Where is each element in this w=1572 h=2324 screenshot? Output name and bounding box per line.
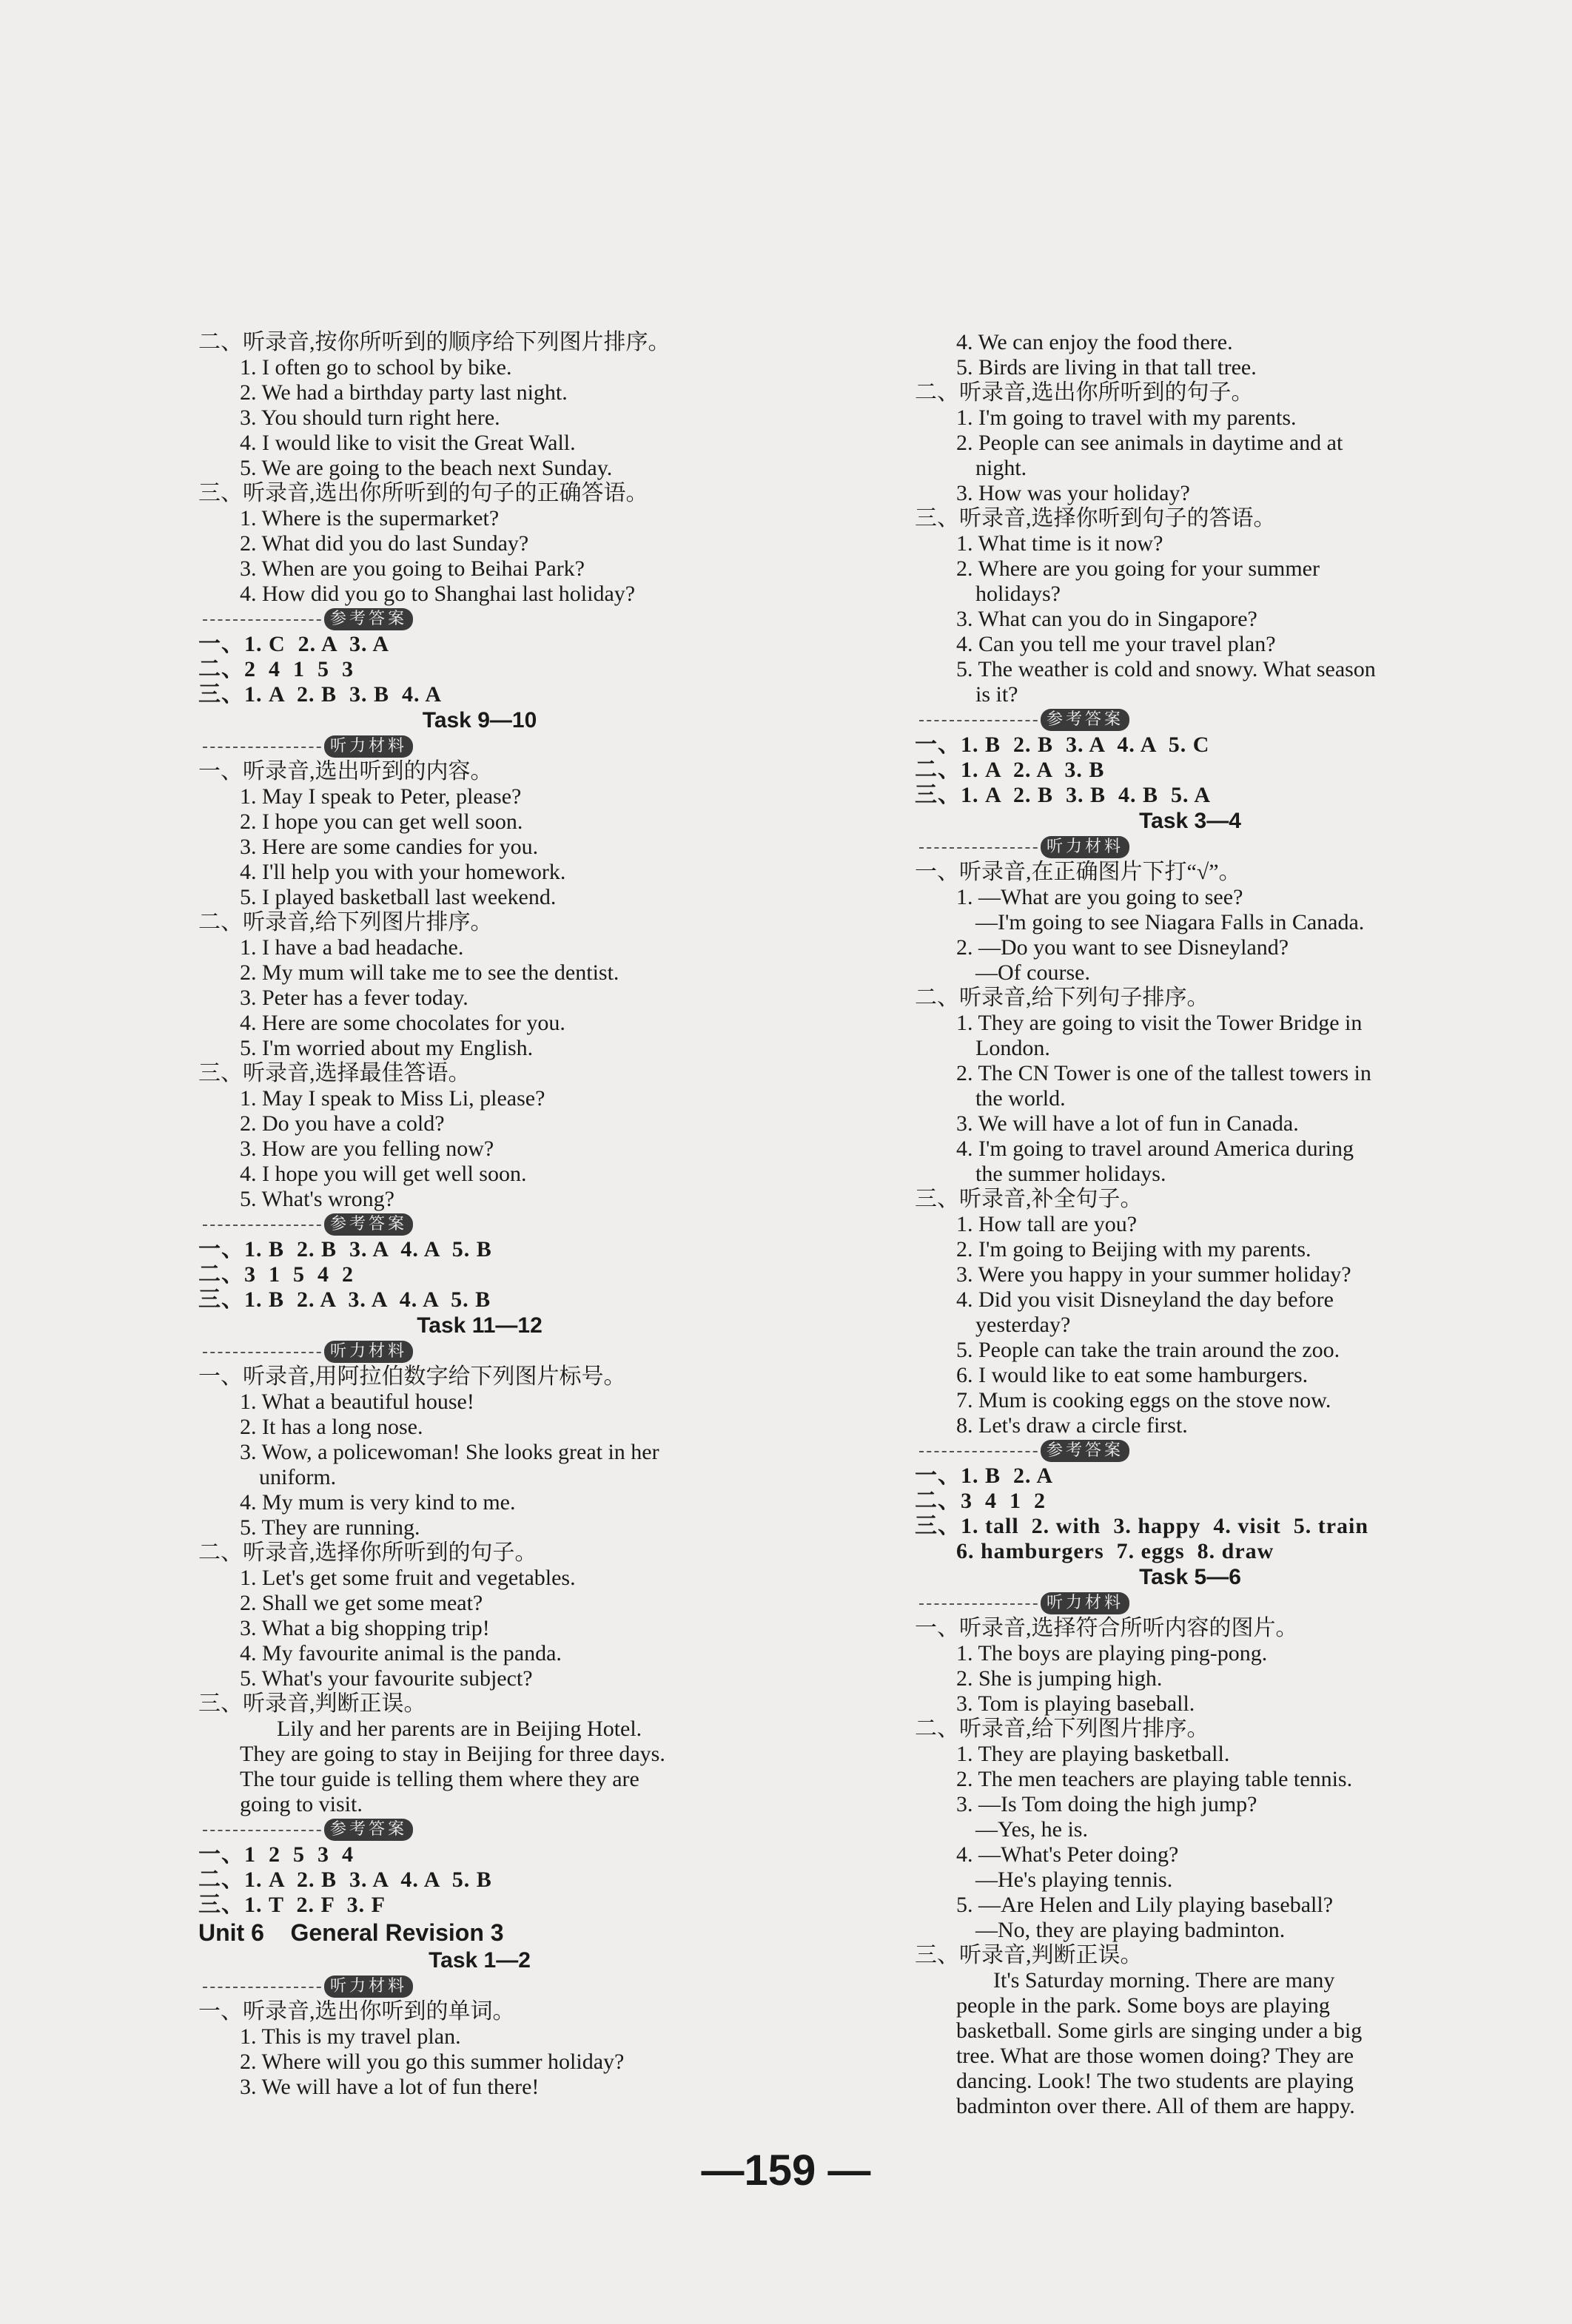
list-item: 2. The men teachers are playing table tennis. [956, 1767, 1353, 1791]
list-item-continuation: the summer holidays. [975, 1162, 1166, 1186]
answer-line: 三、1. B 2. A 3. A 4. A 5. B [198, 1287, 491, 1312]
listening-material-tag: 听力材料 [324, 735, 413, 758]
section-title: 三、听录音,选出你所听到的句子的正确答语。 [198, 481, 648, 505]
list-item: 1. May I speak to Peter, please? [240, 784, 522, 809]
list-item: 2. I hope you can get well soon. [240, 809, 523, 834]
list-item: 3. We will have a lot of fun in Canada. [956, 1111, 1299, 1136]
list-item: 3. Wow, a policewoman! She looks great in her [240, 1440, 659, 1464]
list-item: 5. What's your favourite subject? [240, 1666, 533, 1691]
list-item: 2. Where will you go this summer holiday? [240, 2050, 625, 2074]
list-item: 8. Let's draw a circle first. [956, 1413, 1188, 1438]
answer-line: 三、1. T 2. F 3. F [198, 1893, 386, 1917]
passage-line: They are going to stay in Beijing for three days. [240, 1742, 665, 1766]
list-item: 3. What a big shopping trip! [240, 1616, 490, 1640]
list-item: 4. How did you go to Shanghai last holiday? [240, 582, 636, 606]
list-item: 5. —Are Helen and Lily playing baseball? [956, 1893, 1334, 1917]
list-item: 4. I'm going to travel around America during [956, 1136, 1354, 1161]
dialogue-reply: —No, they are playing badminton. [975, 1918, 1286, 1942]
list-item: 1. What time is it now? [956, 531, 1163, 556]
listening-material-banner [915, 835, 1465, 860]
list-item: 3. Were you happy in your summer holiday? [956, 1262, 1351, 1287]
answer-key-tag: 参考答案 [324, 1213, 413, 1236]
list-item: 1. I have a bad headache. [240, 935, 464, 960]
task-heading: Task 3—4 [1139, 809, 1241, 833]
section-title: 二、听录音,给下列图片排序。 [915, 1717, 1209, 1741]
task-heading: Task 1—2 [429, 1948, 531, 1973]
list-item: 5. Birds are living in that tall tree. [956, 355, 1257, 380]
list-item: 2. People can see animals in daytime and at [956, 431, 1343, 455]
list-item: 5. We are going to the beach next Sunday. [240, 456, 613, 480]
list-item: 4. Can you tell me your travel plan? [956, 632, 1276, 656]
answer-key-tag: 参考答案 [1041, 709, 1129, 731]
list-item: 1. —What are you going to see? [956, 885, 1243, 909]
unit-heading: Unit 6 General Revision 3 [198, 1919, 504, 1946]
list-item: 2. It has a long nose. [240, 1415, 423, 1439]
list-item: 5. They are running. [240, 1515, 420, 1540]
section-title: 二、听录音,选出你所听到的句子。 [915, 380, 1254, 405]
list-item-continuation: yesterday? [975, 1313, 1071, 1337]
dialogue-reply: —Yes, he is. [975, 1817, 1088, 1842]
list-item: 5. The weather is cold and snowy. What season [956, 657, 1376, 681]
section-title: 三、听录音,判断正误。 [198, 1691, 426, 1716]
passage-line: people in the park. Some boys are playing [956, 1993, 1330, 2018]
section-title: 一、听录音,选出你听到的单词。 [198, 1999, 515, 2024]
list-item: 4. We can enjoy the food there. [956, 330, 1233, 354]
list-item: 5. What's wrong? [240, 1187, 394, 1211]
task-heading: Task 5—6 [1139, 1565, 1241, 1589]
answer-key-banner [915, 707, 1465, 732]
listening-material-tag: 听力材料 [1041, 836, 1129, 858]
section-title: 二、听录音,给下列图片排序。 [198, 910, 493, 934]
list-item: 1. They are going to visit the Tower Bridge in [956, 1011, 1363, 1035]
list-item: 3. —Is Tom doing the high jump? [956, 1792, 1257, 1816]
list-item: 1. What a beautiful house! [240, 1390, 474, 1414]
list-item: 2. Do you have a cold? [240, 1111, 445, 1136]
left-column [198, 330, 761, 2100]
passage-line: It's Saturday morning. There are many [993, 1968, 1335, 1993]
section-title: 三、听录音,选择你听到句子的答语。 [915, 506, 1276, 531]
section-title: 二、听录音,按你所听到的顺序给下列图片排序。 [198, 330, 671, 354]
listening-material-banner [198, 1339, 761, 1364]
answer-key-tag: 参考答案 [324, 608, 413, 630]
list-item: 7. Mum is cooking eggs on the stove now. [956, 1388, 1331, 1412]
dialogue-reply: —I'm going to see Niagara Falls in Canada. [975, 910, 1365, 934]
list-item: 1. May I speak to Miss Li, please? [240, 1086, 545, 1111]
passage-line: badminton over there. All of them are happy. [956, 2094, 1355, 2118]
answer-key-banner [198, 607, 761, 632]
section-title: 三、听录音,补全句子。 [915, 1187, 1143, 1211]
list-item: 2. We had a birthday party last night. [240, 380, 568, 405]
listening-material-tag: 听力材料 [324, 1341, 413, 1363]
list-item: 3. How was your holiday? [956, 481, 1190, 505]
passage-line: dancing. Look! The two students are playing [956, 2069, 1354, 2093]
list-item-continuation: London. [975, 1036, 1050, 1060]
list-item: 3. Peter has a fever today. [240, 986, 468, 1010]
list-item: 2. —Do you want to see Disneyland? [956, 935, 1289, 960]
list-item: 3. How are you felling now? [240, 1136, 494, 1161]
list-item: 3. What can you do in Singapore? [956, 607, 1257, 631]
list-item: 1. How tall are you? [956, 1212, 1138, 1236]
list-item: 4. Here are some chocolates for you. [240, 1011, 565, 1035]
task-heading: Task 9—10 [422, 708, 537, 732]
task-heading: Task 11—12 [417, 1313, 543, 1338]
passage-line: tree. What are those women doing? They are [956, 2044, 1354, 2068]
answer-key-banner [198, 1212, 761, 1237]
listening-material-tag: 听力材料 [1041, 1592, 1129, 1614]
passage-line: going to visit. [240, 1792, 363, 1816]
list-item: 3. When are you going to Beihai Park? [240, 556, 585, 581]
dialogue-reply: —Of course. [975, 960, 1090, 985]
list-item: 6. I would like to eat some hamburgers. [956, 1363, 1309, 1387]
list-item-continuation: is it? [975, 682, 1018, 707]
answer-line: 三、1. A 2. B 3. B 4. B 5. A [915, 783, 1212, 807]
list-item: 5. I played basketball last weekend. [240, 885, 557, 909]
answer-line: 二、1. A 2. A 3. B [915, 758, 1105, 782]
section-title: 三、听录音,判断正误。 [915, 1943, 1143, 1967]
answer-key-banner [915, 1438, 1465, 1464]
section-title: 一、听录音,在正确图片下打“√”。 [915, 860, 1241, 884]
list-item: 2. I'm going to Beijing with my parents. [956, 1237, 1311, 1262]
section-title: 二、听录音,选择你所听到的句子。 [198, 1540, 537, 1565]
answer-line: 二、3 4 1 2 [915, 1489, 1046, 1513]
list-item: 4. I would like to visit the Great Wall. [240, 431, 576, 455]
list-item: 1. Where is the supermarket? [240, 506, 500, 531]
list-item: 4. I hope you will get well soon. [240, 1162, 527, 1186]
list-item: 3. You should turn right here. [240, 405, 500, 430]
list-item: 1. The boys are playing ping-pong. [956, 1641, 1268, 1665]
answer-line: 一、1. B 2. B 3. A 4. A 5. C [915, 732, 1210, 757]
list-item: 3. We will have a lot of fun there! [240, 2075, 540, 2099]
answer-line: 6. hamburgers 7. eggs 8. draw [956, 1539, 1274, 1563]
answer-key-tag: 参考答案 [1041, 1440, 1129, 1462]
list-item: 2. What did you do last Sunday? [240, 531, 529, 556]
list-item: 2. Shall we get some meat? [240, 1591, 483, 1615]
list-item: 4. My mum is very kind to me. [240, 1490, 516, 1515]
list-item: 2. She is jumping high. [956, 1666, 1163, 1691]
list-item: 4. Did you visit Disneyland the day before [956, 1287, 1334, 1312]
list-item: 1. I'm going to travel with my parents. [956, 405, 1297, 430]
list-item: 1. I often go to school by bike. [240, 355, 512, 380]
list-item-continuation: holidays? [975, 582, 1061, 606]
listening-material-banner [198, 734, 761, 759]
answer-key-tag: 参考答案 [324, 1819, 413, 1841]
list-item: 3. Here are some candies for you. [240, 835, 539, 859]
list-item: 3. Tom is playing baseball. [956, 1691, 1195, 1716]
answer-line: 二、3 1 5 4 2 [198, 1262, 354, 1287]
answer-line: 二、1. A 2. B 3. A 4. A 5. B [198, 1867, 492, 1892]
list-item-continuation: uniform. [259, 1465, 337, 1489]
list-item: 1. Let's get some fruit and vegetables. [240, 1566, 576, 1590]
listening-material-banner [198, 1974, 761, 1999]
answer-line: 一、1. B 2. B 3. A 4. A 5. B [198, 1237, 492, 1262]
list-item: 2. The CN Tower is one of the tallest towers in [956, 1061, 1371, 1085]
list-item: 4. My favourite animal is the panda. [240, 1641, 562, 1665]
list-item: 2. My mum will take me to see the dentist. [240, 960, 619, 985]
answer-line: 三、1. tall 2. with 3. happy 4. visit 5. train [915, 1514, 1369, 1538]
answer-line: 三、1. A 2. B 3. B 4. A [198, 682, 443, 707]
page-number: —159 — [701, 2146, 871, 2195]
answer-line: 一、1. B 2. A [915, 1464, 1054, 1488]
list-item: 4. —What's Peter doing? [956, 1842, 1179, 1867]
passage-line: basketball. Some girls are singing under a big [956, 2018, 1363, 2043]
section-title: 一、听录音,用阿拉伯数字给下列图片标号。 [198, 1364, 626, 1389]
answer-line: 一、1. C 2. A 3. A [198, 632, 390, 656]
list-item-continuation: the world. [975, 1086, 1066, 1111]
right-column [915, 330, 1465, 2119]
dialogue-reply: —He's playing tennis. [975, 1867, 1173, 1892]
list-item: 1. They are playing basketball. [956, 1742, 1230, 1766]
answer-line: 一、1 2 5 3 4 [198, 1842, 354, 1867]
section-title: 二、听录音,给下列句子排序。 [915, 986, 1209, 1010]
section-title: 一、听录音,选出听到的内容。 [198, 759, 493, 784]
listening-material-tag: 听力材料 [324, 1976, 413, 1998]
list-item: 5. People can take the train around the zoo. [956, 1338, 1340, 1362]
list-item: 1. This is my travel plan. [240, 2024, 461, 2049]
section-title: 一、听录音,选择符合所听内容的图片。 [915, 1616, 1298, 1640]
list-item: 4. I'll help you with your homework. [240, 860, 566, 884]
answer-key-banner [198, 1817, 761, 1842]
passage-line: The tour guide is telling them where they are [240, 1767, 639, 1791]
passage-line: Lily and her parents are in Beijing Hotel. [277, 1717, 642, 1741]
listening-material-banner [915, 1591, 1465, 1616]
list-item-continuation: night. [975, 456, 1027, 480]
list-item: 5. I'm worried about my English. [240, 1036, 534, 1060]
section-title: 三、听录音,选择最佳答语。 [198, 1061, 471, 1085]
list-item: 2. Where are you going for your summer [956, 556, 1320, 581]
answer-line: 二、2 4 1 5 3 [198, 657, 354, 681]
